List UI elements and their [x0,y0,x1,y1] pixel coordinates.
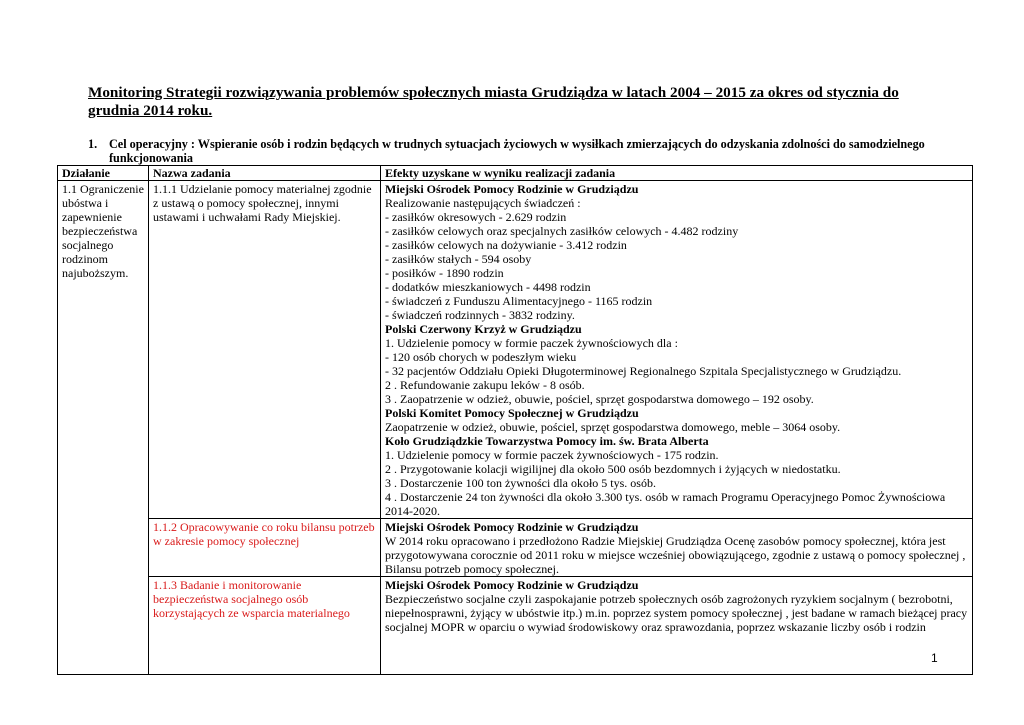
org-name: Miejski Ośrodek Pomocy Rodzinie w Grudziądzu [385,578,639,592]
table-header-row [58,166,973,181]
table-row [58,519,973,577]
task-cell: 1.1.2 Opracowywanie co roku bilansu potrzeb w zakresie pomocy społecznej [149,519,381,577]
org-name: Koło Grudziądzkie Towarzystwa Pomocy im. św. Brata Alberta [385,434,709,448]
page-number: 1 [931,651,938,665]
header-effects: Efekty uzyskane w wyniku realizacji zadania [381,166,973,181]
effect-line: - 32 pacjentów Oddziału Opieki Długoterminowej Regionalnego Szpitala Specjalistycznego w Grudziądzu. [385,364,902,378]
effect-line: 3 . Zaopatrzenie w odzież, obuwie, pościel, sprzęt gospodarstwa domowego – 192 osoby. [385,392,814,406]
effect-line: - świadczeń rodzinnych - 3832 rodziny. [385,308,575,322]
effect-line: - 120 osób chorych w podeszłym wieku [385,350,577,364]
action-cell: 1.1 Ograniczenie ubóstwa i zapewnienie bezpieczeństwa socjalnego rodzinom najuboższym. [58,181,149,675]
effects-clip [385,578,969,674]
section-heading [88,137,968,165]
monitoring-table [57,165,973,675]
effect-line: Realizowanie następujących świadczeń : [385,196,581,210]
effect-line: Zaopatrzenie w odzież, obuwie, pościel, sprzęt gospodarstwa domowego, meble – 3064 osoby. [385,420,841,434]
effect-line: - zasiłków celowych na dożywianie - 3.412 rodzin [385,238,627,252]
effect-line: - świadczeń z Funduszu Alimentacyjnego - 1165 rodzin [385,294,653,308]
effect-line: 2 . Przygotowanie kolacji wigilijnej dla około 500 osób bezdomnych i żyjących w niedostatku. [385,462,841,476]
effect-line: 1. Udzielenie pomocy w formie paczek żywnościowych - 175 rodzin. [385,448,719,462]
effects-cell [381,519,973,577]
table-row [58,577,973,675]
effect-line: - dodatków mieszkaniowych - 4498 rodzin [385,280,591,294]
org-name: Polski Komitet Pomocy Społecznej w Grudziądzu [385,406,639,420]
effects-cell [381,181,973,519]
header-task: Nazwa zadania [149,166,381,181]
effect-line: 3 . Dostarczenie 100 ton żywności dla około 5 tys. osób. [385,476,656,490]
effect-line: - zasiłków stałych - 594 osoby [385,252,532,266]
effects-text: Bezpieczeństwo socjalne czyli zaspokajanie potrzeb społecznych osób zagrożonych ryzykiem socjalnym ( bezrobotni, niepełnosprawni, żyjący w ubóstwie itp.) m.in. poprzez system pomocy społecznej , jest badane w ramach bieżącej pracy socjalnej MOPR w oparciu o wywiad środowiskowy oraz sprawozdania, poprzez wskazanie liczby osób i rodzin [385,592,968,634]
effects-cell [381,577,973,675]
effect-line: 2 . Refundowanie zakupu leków - 8 osób. [385,378,585,392]
table-row [58,181,973,519]
effect-line: - posiłków - 1890 rodzin [385,266,504,280]
org-name: Polski Czerwony Krzyż w Grudziądzu [385,322,582,336]
org-name: Miejski Ośrodek Pomocy Rodzinie w Grudziądzu [385,182,639,196]
pkps-lines [385,420,969,434]
effect-line: 4 . Dostarczenie 24 ton żywności dla około 3.300 tys. osób w ramach Programu Operacyjnego Pomoc Żywnościowa 2014-2020. [385,490,946,518]
org-name: Miejski Ośrodek Pomocy Rodzinie w Grudziądzu [385,520,639,534]
section-number: 1. [88,137,98,151]
task-cell: 1.1.3 Badanie i monitorowanie bezpieczeństwa socjalnego osób korzystających ze wsparcia materialnego [149,577,381,675]
effects-text: W 2014 roku opracowano i przedłożono Radzie Miejskiej Grudziądza Ocenę zasobów pomocy społecznej, która jest przygotowywana corocznie od 2011 roku w miejsce wcześniej obowiązującego, zgodnie z ustawą o pomocy społecznej , Bilansu potrzeb pomocy społecznej. [385,534,966,576]
effect-line: 1. Udzielenie pomocy w formie paczek żywnościowych dla : [385,336,678,350]
mops-lines [385,196,969,322]
pck-lines [385,336,969,406]
albert-lines [385,448,969,518]
header-action: Działanie [58,166,149,181]
document-title: Monitoring Strategii rozwiązywania problemów społecznych miasta Grudziądza w latach 2004 – 2015 za okres od stycznia do grudnia 2014 roku. [88,84,899,119]
task-cell: 1.1.1 Udzielanie pomocy materialnej zgodnie z ustawą o pomocy społecznej, innymi ustawami i uchwałami Rady Miejskiej. [149,181,381,519]
effect-line: - zasiłków okresowych - 2.629 rodzin [385,210,567,224]
section-text: Cel operacyjny : Wspieranie osób i rodzin będących w trudnych sytuacjach życiowych w wysiłkach zmierzających do odzyskania zdolności do samodzielnego funkcjonowania [109,137,925,165]
effect-line: - zasiłków celowych oraz specjalnych zasiłków celowych - 4.482 rodziny [385,224,739,238]
